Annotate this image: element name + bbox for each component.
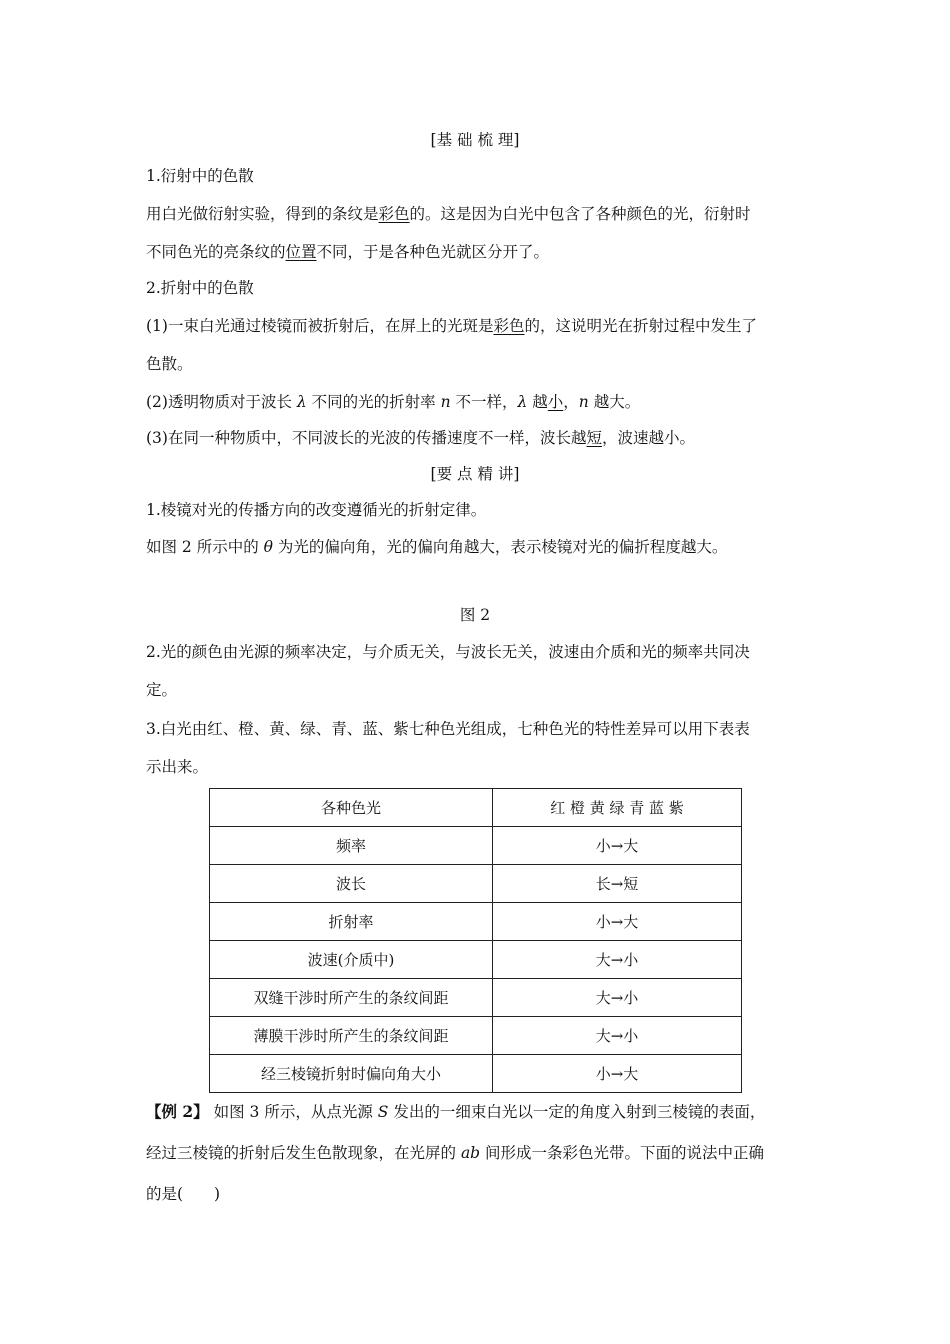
example-line: 经过三棱镜的折射后发生色散现象，在光屏的 ab 间形成一条彩色光带。下面的说法中正确: [146, 1144, 765, 1162]
subheading-diffraction-dispersion: 1.衍射中的色散: [146, 167, 254, 185]
table-cell: 折射率: [210, 903, 493, 941]
table-cell: 双缝干涉时所产生的条纹间距: [210, 979, 493, 1017]
paragraph-line: 2.光的颜色由光源的频率决定，与介质无关，与波长无关，波速由介质和光的频率共同决: [146, 643, 750, 661]
table-cell: 波长: [210, 865, 493, 903]
table-cell: 经三棱镜折射时偏向角大小: [210, 1055, 493, 1093]
example-line: 【例 2】 如图 3 所示，从点光源 S 发出的一细束白光以一定的角度入射到三棱镜的表面，: [146, 1102, 766, 1121]
table-row: [210, 903, 742, 941]
paragraph-line: 用白光做衍射实验，得到的条纹是彩色的。这是因为白光中包含了各种颜色的光，衍射时: [146, 205, 751, 223]
table-row: [210, 941, 742, 979]
answer-underline: 小: [547, 393, 564, 411]
table-header-row: [210, 789, 742, 827]
table-row: [210, 1055, 742, 1093]
paragraph-line: 定。: [146, 681, 178, 699]
figure-caption: 图 2: [459, 606, 491, 624]
table-header-cell: 红 橙 黄 绿 青 蓝 紫: [493, 789, 742, 827]
paragraph-line: 3.白光由红、橙、黄、绿、青、蓝、紫七种色光组成，七种色光的特性差异可以用下表表: [146, 720, 750, 738]
table-row: [210, 1017, 742, 1055]
paragraph-line: 不同色光的亮条纹的位置不同，于是各种色光就区分开了。: [146, 243, 550, 261]
table-cell: 波速(介质中): [210, 941, 493, 979]
section-heading-basics: [基 础 梳 理]: [430, 131, 520, 149]
table-cell: 小→大: [493, 827, 742, 865]
answer-underline: 位置: [285, 243, 317, 261]
table-cell: 薄膜干涉时所产生的条纹间距: [210, 1017, 493, 1055]
table-cell: 小→大: [493, 1055, 742, 1093]
table-header-cell: 各种色光: [210, 789, 493, 827]
table-cell: 小→大: [493, 903, 742, 941]
table-cell: 频率: [210, 827, 493, 865]
paragraph-line: 示出来。: [146, 758, 209, 776]
table-cell: 长→短: [493, 865, 742, 903]
color-properties-table: [209, 788, 742, 1093]
paragraph-line: 1.棱镜对光的传播方向的改变遵循光的折射定律。: [146, 501, 487, 519]
answer-underline: 短: [586, 429, 602, 447]
paragraph-line: (2)透明物质对于波长 λ 不同的光的折射率 n 不一样，λ 越小，n 越大。: [146, 393, 641, 411]
table-cell: 大→小: [493, 1017, 742, 1055]
table-row: [210, 865, 742, 903]
answer-underline: 彩色: [493, 317, 525, 335]
table-row: [210, 979, 742, 1017]
table-cell: 大→小: [493, 941, 742, 979]
example-line: 的是( ): [146, 1185, 221, 1203]
paragraph-line: (3)在同一种物质中，不同波长的光波的传播速度不一样，波长越短，波速越小。: [146, 429, 695, 447]
paragraph-line: (1)一束白光通过棱镜而被折射后，在屏上的光斑是彩色的，这说明光在折射过程中发生了: [146, 317, 757, 335]
paragraph-line: 如图 2 所示中的 θ 为光的偏向角，光的偏向角越大，表示棱镜对光的偏折程度越大。: [146, 538, 728, 556]
section-heading-key-points: [要 点 精 讲]: [430, 465, 520, 483]
subheading-refraction-dispersion: 2.折射中的色散: [146, 279, 254, 297]
paragraph-line: 色散。: [146, 355, 193, 373]
table-row: [210, 827, 742, 865]
example-label: 【例 2】: [146, 1102, 209, 1121]
table-cell: 大→小: [493, 979, 742, 1017]
answer-underline: 彩色: [378, 205, 410, 223]
